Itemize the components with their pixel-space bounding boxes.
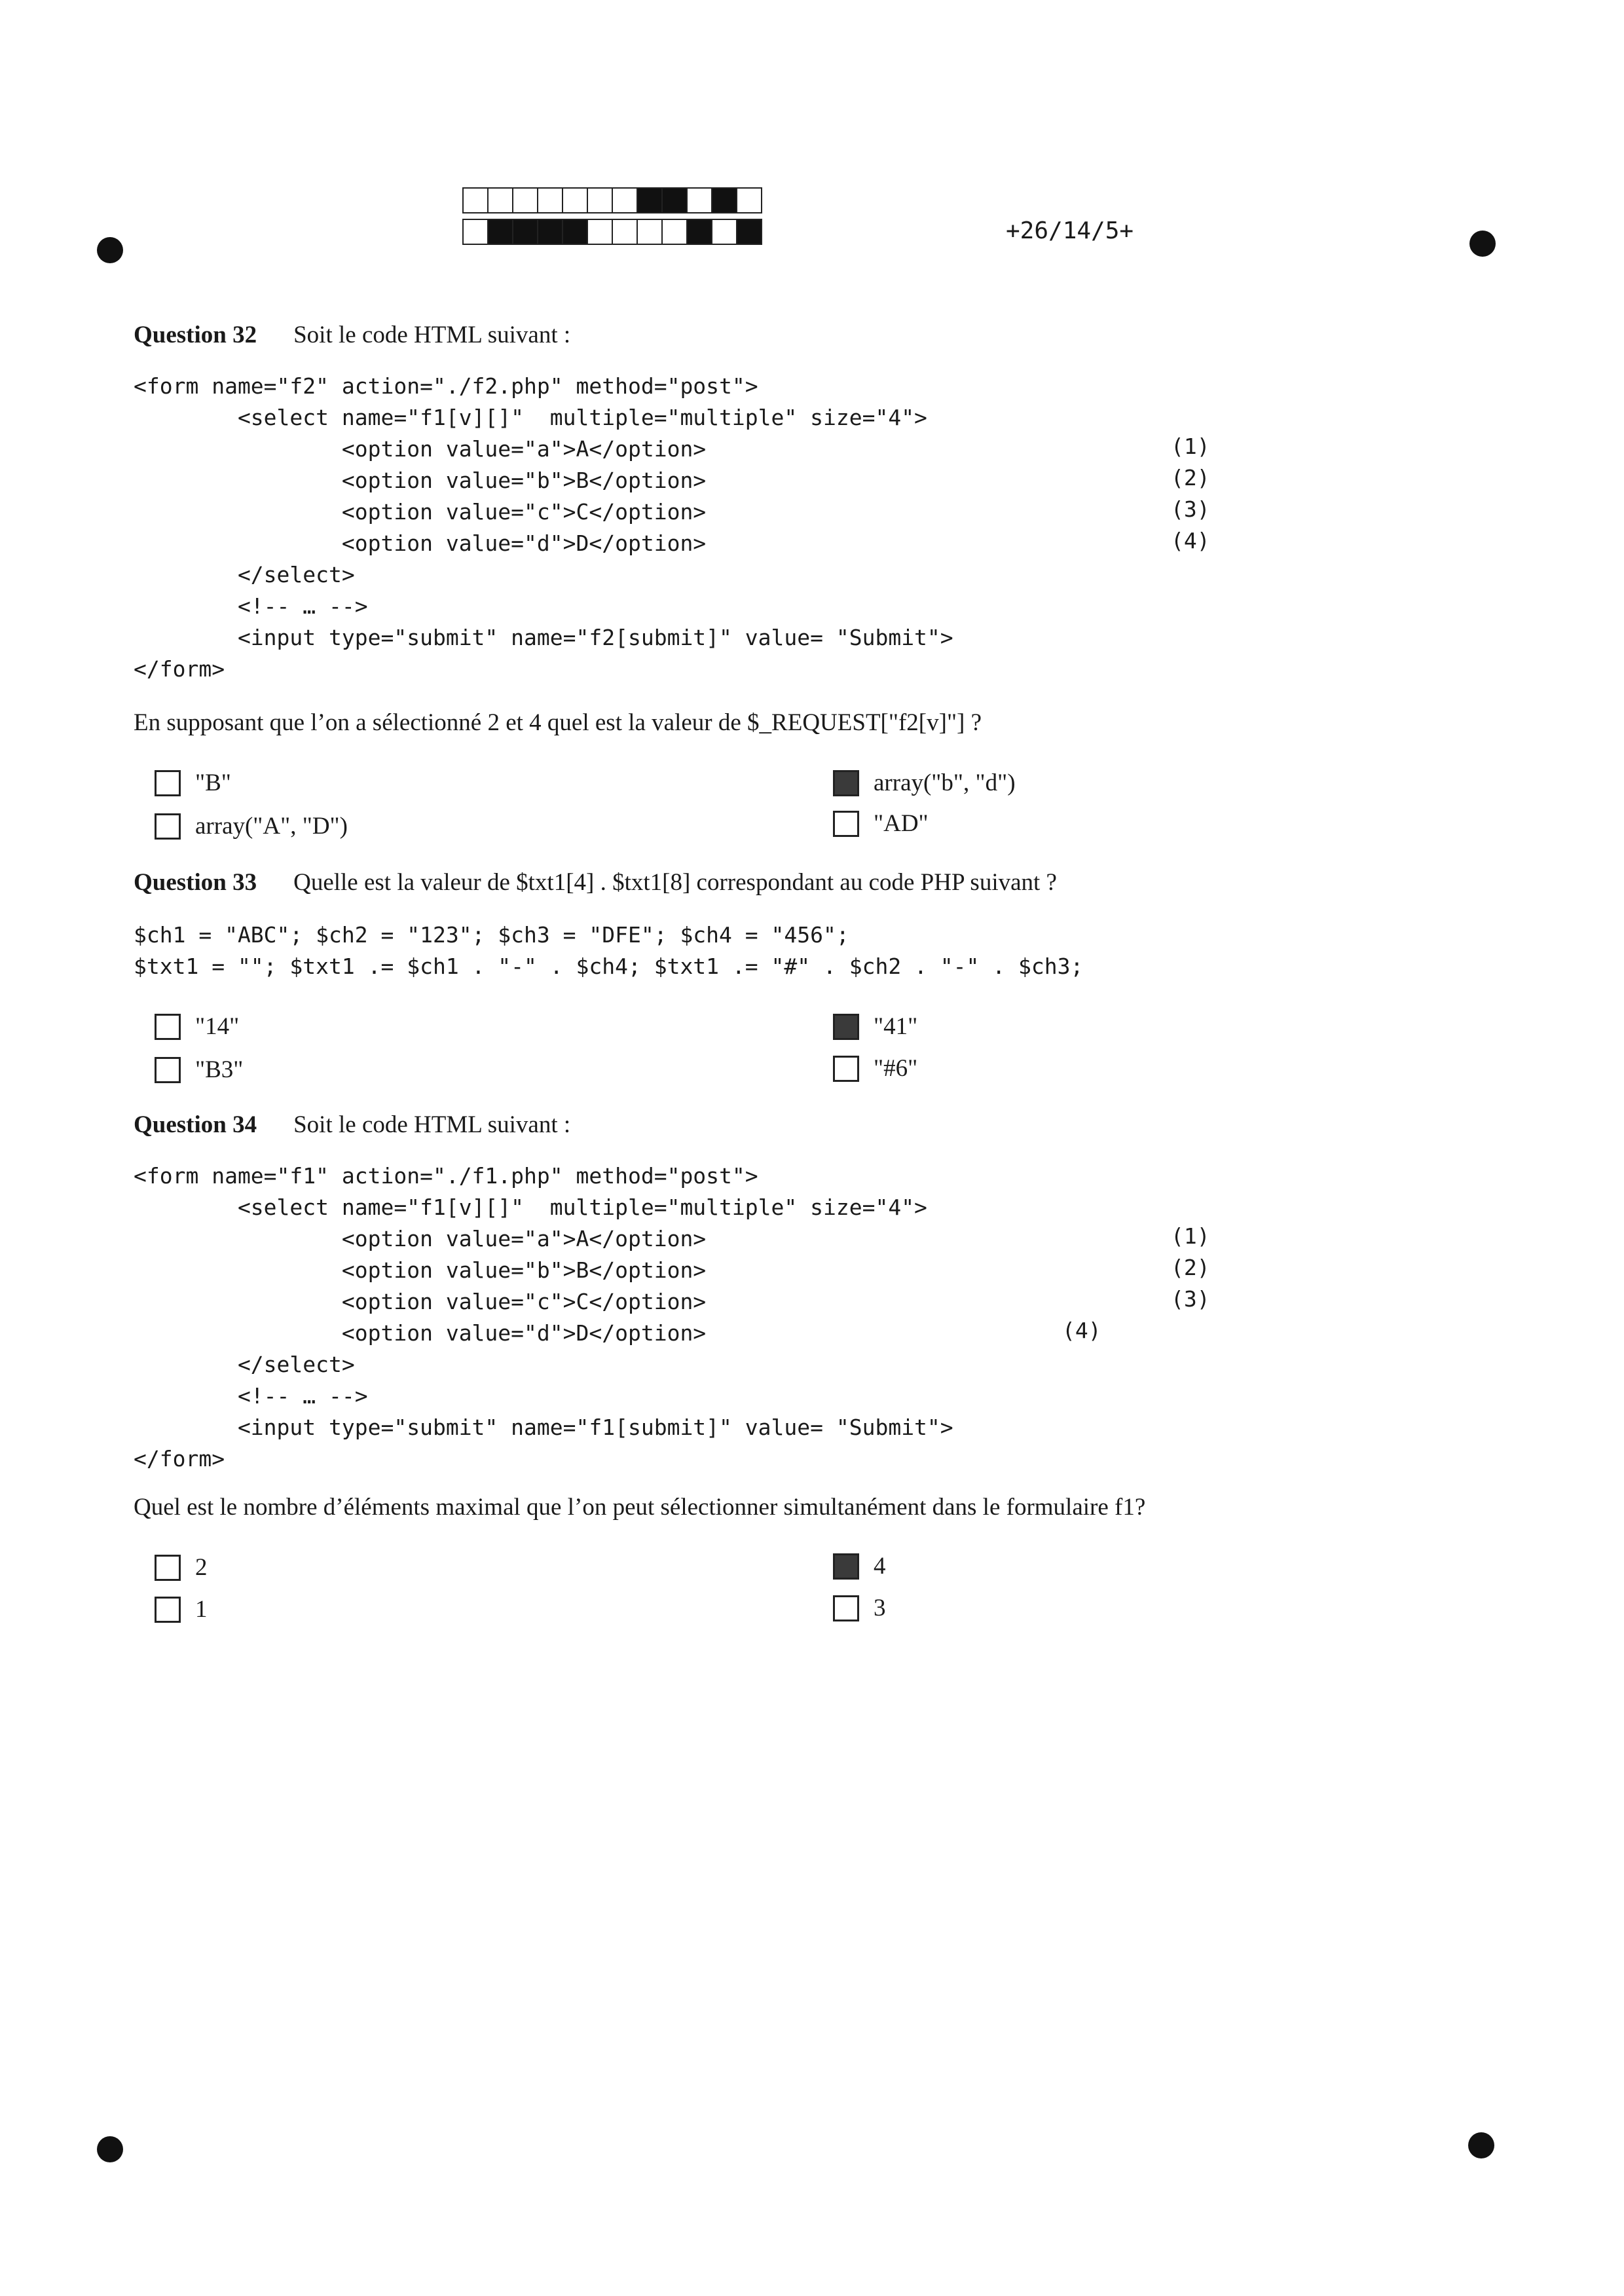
question-34-heading (134, 1111, 570, 1139)
checkbox[interactable] (833, 1595, 859, 1621)
question-32-prompt: En supposant que l’on a sélectionné 2 et 4 quel est la valeur de $_REQUEST["f2[v]"] ? (134, 709, 982, 736)
option-number: (3) (1171, 1286, 1210, 1312)
registration-dot-bottom-right (1468, 2132, 1494, 2158)
barcode-row-2 (462, 219, 762, 245)
answer-option[interactable] (155, 1056, 243, 1084)
question-32-heading (134, 321, 570, 349)
code-block-q33: $ch1 = "ABC"; $ch2 = "123"; $ch3 = "DFE"; $ch4 = "456"; $txt1 = ""; $txt1 .= $ch1 . "-" . $ch4; $txt1 .= "#" . $ch2 . "-" . $ch3; (134, 922, 1084, 979)
registration-dot-top-right (1469, 231, 1496, 257)
checkbox-checked[interactable] (833, 1014, 859, 1040)
code-block-q34: <form name="f1" action="./f1.php" method="post"> <select name="f1[v][]" multiple="multiple" size="4"> <option value="a">A</option> <option value="b">B</option> <option value="c">C</option> <option value="d">D</option> </select> <!-- … --> <input type="submit" name="f1[submit]" value= "Submit"> </form> (134, 1163, 953, 1472)
registration-dot-top-left (97, 237, 123, 263)
answer-option[interactable] (155, 769, 231, 797)
question-text: Quelle est la valeur de $txt1[4] . $txt1[8] correspondant au code PHP suivant ? (293, 869, 1057, 896)
barcode-row-1 (462, 187, 762, 213)
answer-option[interactable] (833, 1552, 886, 1580)
checkbox[interactable] (833, 811, 859, 837)
option-number: (2) (1171, 1255, 1210, 1280)
checkbox[interactable] (155, 1057, 181, 1083)
checkbox[interactable] (155, 1014, 181, 1040)
question-label: Question 34 (134, 1111, 257, 1138)
answer-option[interactable] (833, 1054, 917, 1083)
answer-label: 2 (195, 1554, 208, 1581)
answer-option[interactable] (155, 1012, 239, 1041)
answer-label: "#6" (874, 1055, 918, 1082)
answer-label: 1 (195, 1596, 208, 1623)
answer-label: array("A", "D") (195, 813, 348, 840)
question-33-heading (134, 868, 1057, 897)
checkbox-checked[interactable] (833, 1553, 859, 1580)
answer-label: array("b", "d") (874, 769, 1016, 796)
option-number: (3) (1171, 496, 1210, 522)
checkbox[interactable] (155, 1597, 181, 1623)
option-number: (4) (1171, 528, 1210, 553)
answer-label: 4 (874, 1553, 886, 1580)
option-number: (2) (1171, 465, 1210, 491)
checkbox-checked[interactable] (833, 770, 859, 796)
answer-option[interactable] (155, 1595, 208, 1623)
checkbox[interactable] (833, 1056, 859, 1082)
question-label: Question 32 (134, 322, 257, 348)
option-number: (1) (1171, 1223, 1210, 1249)
answer-label: "14" (195, 1013, 240, 1040)
question-34-prompt: Quel est le nombre d’éléments maximal que l’on peut sélectionner simultanément dans le formulaire f1? (134, 1494, 1146, 1521)
question-text: Soit le code HTML suivant : (293, 322, 571, 348)
code-block-q32: <form name="f2" action="./f2.php" method="post"> <select name="f1[v][]" multiple="multiple" size="4"> <option value="a">A</option> <option value="b">B</option> <option value="c">C</option> <option value="d">D</option> </select> <!-- … --> <input type="submit" name="f2[submit]" value= "Submit"> </form> (134, 373, 953, 682)
option-number: (4) (1062, 1318, 1101, 1343)
answer-option[interactable] (833, 769, 1016, 797)
answer-label: "B" (195, 769, 231, 796)
checkbox[interactable] (155, 1555, 181, 1581)
answer-label: "AD" (874, 810, 929, 837)
answer-label: "41" (874, 1013, 918, 1040)
checkbox[interactable] (155, 813, 181, 840)
checkbox[interactable] (155, 770, 181, 796)
option-number: (1) (1171, 434, 1210, 459)
answer-option[interactable] (833, 1012, 917, 1041)
answer-option[interactable] (155, 812, 348, 840)
answer-option[interactable] (155, 1553, 208, 1582)
question-label: Question 33 (134, 869, 257, 896)
answer-label: "B3" (195, 1056, 244, 1083)
registration-dot-bottom-left (97, 2136, 123, 2162)
answer-option[interactable] (833, 1594, 886, 1622)
question-text: Soit le code HTML suivant : (293, 1111, 571, 1138)
answer-option[interactable] (833, 809, 929, 838)
answer-label: 3 (874, 1595, 886, 1621)
page-id: +26/14/5+ (1006, 217, 1134, 244)
